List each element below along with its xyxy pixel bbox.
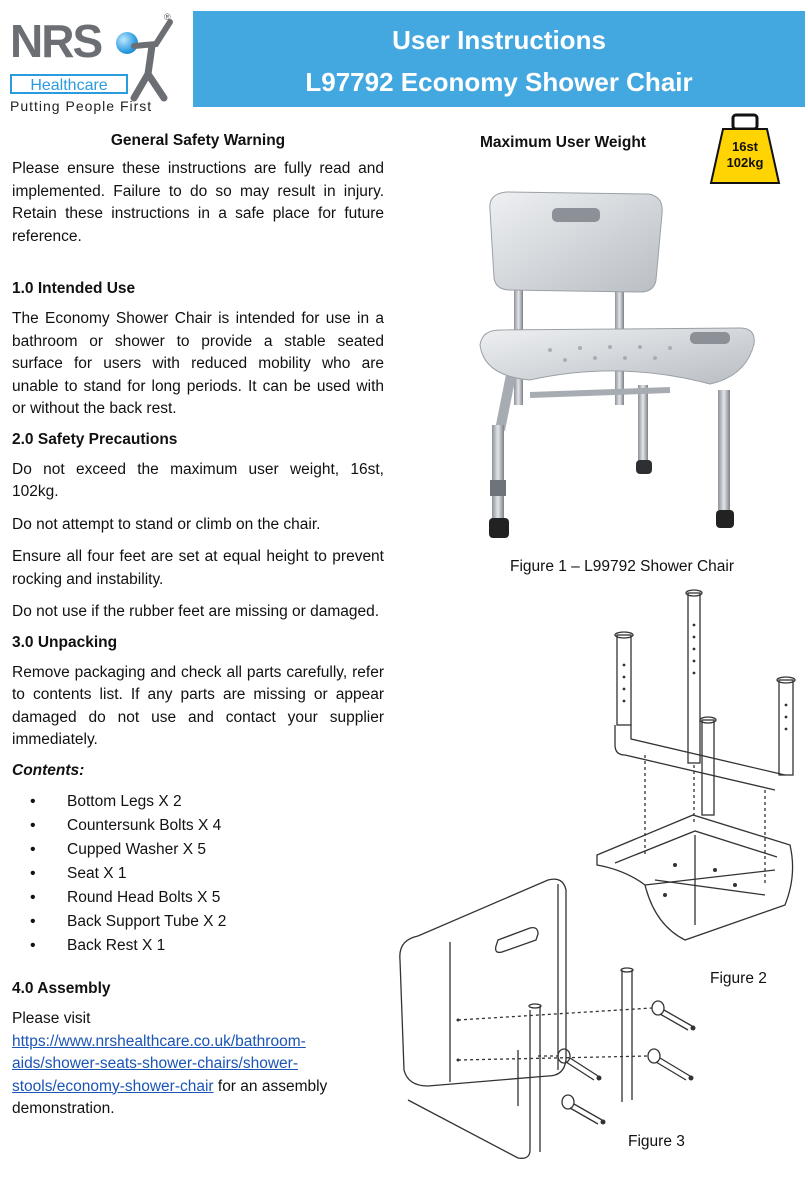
contents-title: Contents: bbox=[12, 761, 85, 779]
list-item: • Seat X 1 bbox=[12, 862, 384, 886]
precaution-3: Ensure all four feet are set at equal height to prevent rocking and instability. bbox=[12, 548, 384, 588]
list-item: • Round Head Bolts X 5 bbox=[12, 886, 384, 910]
left-column bbox=[12, 130, 384, 1121]
list-item: • Back Rest X 1 bbox=[12, 934, 384, 958]
figure-2-caption: Figure 2 bbox=[710, 970, 767, 987]
max-weight-title: Maximum User Weight bbox=[480, 134, 646, 151]
list-item: • Cupped Washer X 5 bbox=[12, 838, 384, 862]
header-banner bbox=[193, 11, 805, 107]
assembly-text bbox=[12, 1008, 384, 1121]
logo-figure-icon bbox=[126, 16, 176, 102]
list-item: • Back Support Tube X 2 bbox=[12, 910, 384, 934]
precautions-title: 2.0 Safety Precautions bbox=[12, 430, 178, 448]
safety-text: Please ensure these instructions are fully read and implemented. Failure to do so may result in injury. Retain these instructions in a safe place for future reference. bbox=[12, 160, 384, 245]
contents-list bbox=[12, 790, 384, 958]
nrs-logo bbox=[8, 12, 178, 112]
assembly-outro: for an assembly demonstration. bbox=[12, 1077, 328, 1117]
intended-use-title: 1.0 Intended Use bbox=[12, 280, 136, 297]
header-product: L97792 Economy Shower Chair bbox=[305, 67, 693, 97]
figure-1-caption: Figure 1 – L99792 Shower Chair bbox=[510, 558, 735, 575]
safety-title: General Safety Warning bbox=[110, 132, 286, 149]
weight-kg: 102kg bbox=[726, 155, 764, 170]
unpacking-title: 3.0 Unpacking bbox=[12, 633, 118, 651]
figure-3-caption: Figure 3 bbox=[628, 1133, 685, 1150]
precaution-1: Do not exceed the maximum user weight, 16st, 102kg. bbox=[12, 460, 384, 500]
intended-use-text: The Economy Shower Chair is intended for use in a bathroom or shower to provide a stable seated surface for users with reduced mobility who are unable to stand for long periods. It can be used with or without the back rest. bbox=[12, 310, 384, 417]
assembly-link[interactable]: https://www.nrshealthcare.co.uk/bathroom-aids/shower-seats-shower-chairs/shower-stools/economy-shower-chair bbox=[12, 1032, 306, 1095]
weight-stones: 16st bbox=[731, 139, 759, 154]
list-item: • Countersunk Bolts X 4 bbox=[12, 814, 384, 838]
logo-brand: NRS bbox=[10, 15, 102, 67]
figure-3-diagram bbox=[388, 870, 708, 1170]
logo-tagline: Putting People First bbox=[10, 98, 153, 114]
assembly-intro: Please visit bbox=[12, 1010, 91, 1027]
logo-healthcare: Healthcare bbox=[10, 74, 128, 94]
registered-mark: ® bbox=[164, 12, 171, 22]
precaution-4: Do not use if the rubber feet are missing or damaged. bbox=[12, 603, 380, 620]
unpacking-text: Remove packaging and check all parts carefully, refer to contents list. If any parts are missing or appear damaged do not use and contact your supplier immediately. bbox=[12, 663, 384, 748]
shower-chair-image bbox=[470, 180, 770, 550]
weight-label bbox=[709, 139, 781, 171]
precaution-2: Do not attempt to stand or climb on the chair. bbox=[12, 515, 321, 533]
assembly-title: 4.0 Assembly bbox=[12, 980, 111, 997]
header-title: User Instructions bbox=[392, 25, 606, 55]
list-item: • Bottom Legs X 2 bbox=[12, 790, 384, 814]
